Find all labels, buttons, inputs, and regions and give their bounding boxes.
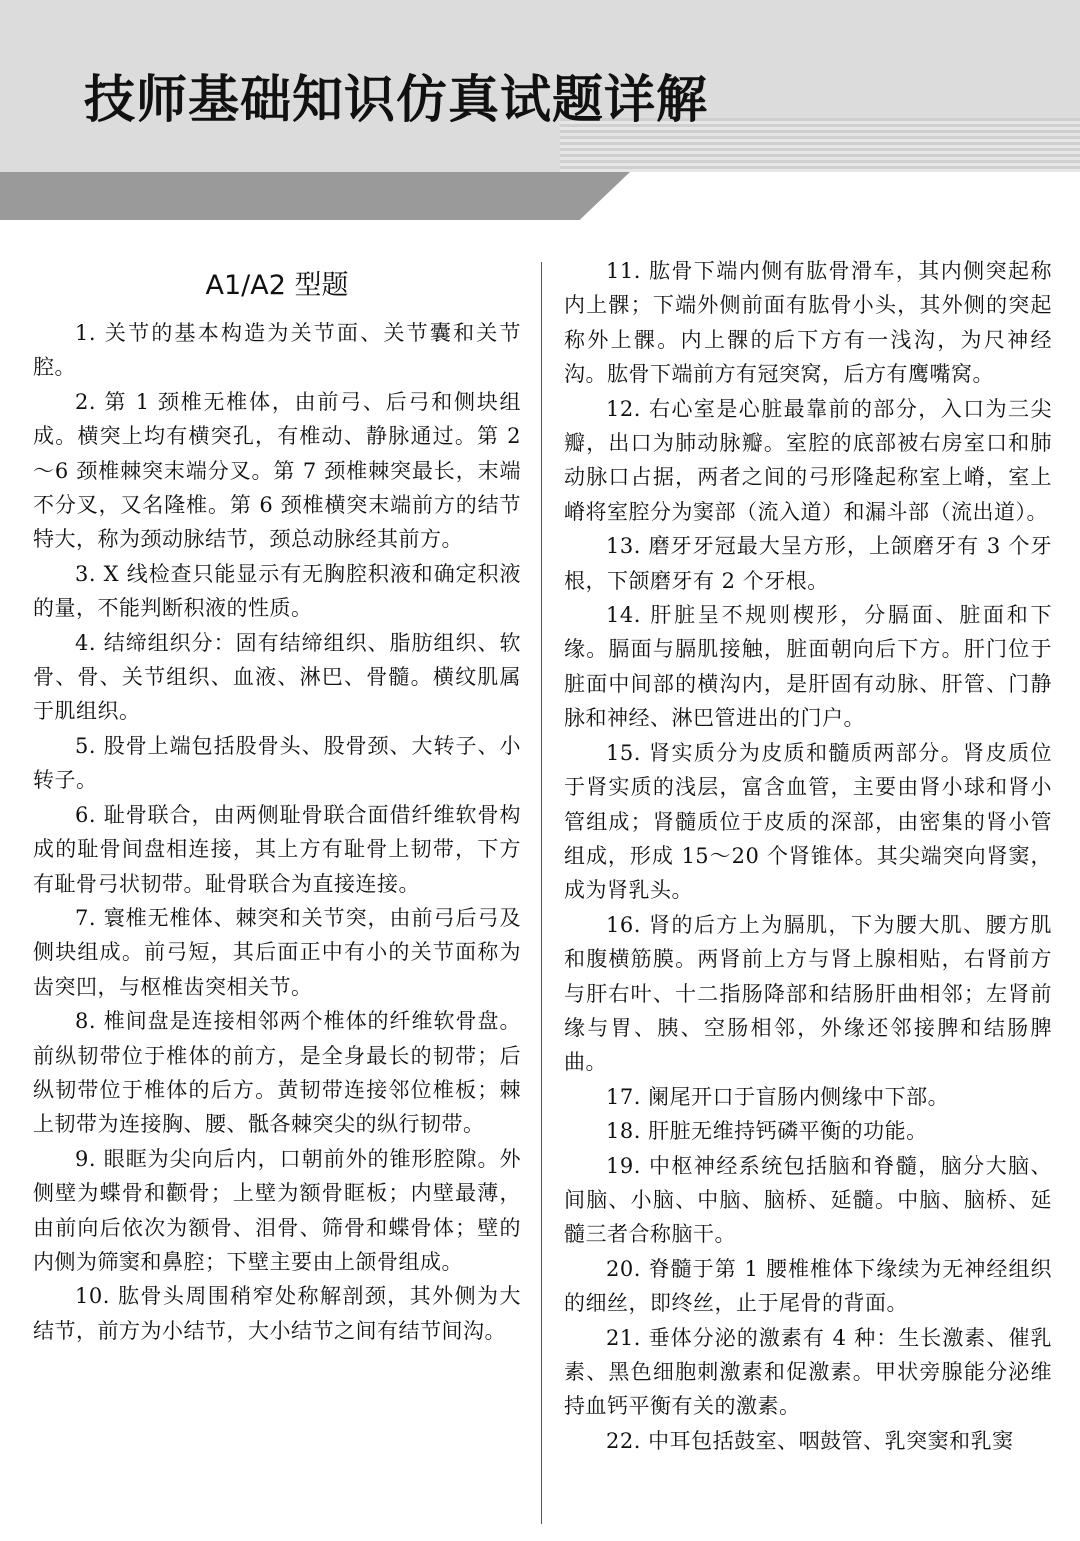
question-explanation-6: 6. 耻骨联合，由两侧耻骨联合面借纤维软骨构成的耻骨间盘相连接，其上方有耻骨上韧带，下方有耻骨弓状韧带。耻骨联合为直接连接。 xyxy=(33,802,521,896)
section-heading: A1/A2 型题 xyxy=(205,270,349,301)
question-explanation-19: 19. 中枢神经系统包括脑和脊髓，脑分大脑、间脑、小脑、中脑、脑桥、延髓。中脑、脑桥、延髓三者合称脑干。 xyxy=(564,1153,1052,1247)
question-explanation-16: 16. 肾的后方上为膈肌，下为腰大肌、腰方肌和腹横筋膜。两肾前上方与肾上腺相贴，右肾前方与肝右叶、十二指肠降部和结肠肝曲相邻；左肾前缘与胃、胰、空肠相邻，外缘还邻接脾和结肠脾曲。 xyxy=(564,912,1052,1075)
question-explanation-18: 18. 肝脏无维持钙磷平衡的功能。 xyxy=(606,1119,928,1144)
question-explanation-3: 3. X 线检查只能显示有无胸腔积液和确定积液的量，不能判断积液的性质。 xyxy=(33,561,521,621)
left-column xyxy=(33,248,521,1348)
question-explanation-17: 17. 阑尾开口于盲肠内侧缘中下部。 xyxy=(606,1084,950,1109)
question-explanation-20: 20. 脊髓于第 1 腰椎椎体下缘续为无神经组织的细丝，即终丝，止于尾骨的背面。 xyxy=(564,1256,1052,1316)
page-header xyxy=(0,0,1080,222)
question-explanation-13: 13. 磨牙牙冠最大呈方形，上颌磨牙有 3 个牙根，下颌磨牙有 2 个牙根。 xyxy=(564,534,1052,593)
question-explanation-4: 4. 结缔组织分：固有结缔组织、脂肪组织、软骨、骨、关节组织、血液、淋巴、骨髓。横纹肌属于肌组织。 xyxy=(33,630,521,724)
question-explanation-10: 10. 肱骨头周围稍窄处称解剖颈，其外侧为大结节，前方为小结节，大小结节之间有结节间沟。 xyxy=(33,1284,521,1343)
question-explanation-22: 22. 中耳包括鼓室、咽鼓管、乳突窦和乳窦 xyxy=(606,1428,1014,1453)
question-explanation-15: 15. 肾实质分为皮质和髓质两部分。肾皮质位于肾实质的浅层，富含血管，主要由肾小球和肾小管组成；肾髓质位于皮质的深部，由密集的肾小管组成，形成 15～20 个肾锥体。其尖端突向肾窦，成为肾乳头。 xyxy=(564,740,1052,903)
header-band-decoration xyxy=(0,172,630,220)
page-title: 技师基础知识仿真试题详解 xyxy=(84,71,709,130)
question-explanation-14: 14. 肝脏呈不规则楔形，分膈面、脏面和下缘。膈面与膈肌接触，脏面朝向后下方。肝门位于脏面中间部的横沟内，是肝固有动脉、肝管、门静脉和神经、淋巴管进出的门户。 xyxy=(564,603,1052,731)
question-explanation-12: 12. 右心室是心脏最靠前的部分，入口为三尖瓣，出口为肺动脉瓣。室腔的底部被右房室口和肺动脉口占据，两者之间的弓形隆起称室上嵴，室上嵴将室腔分为窦部（流入道）和漏斗部（流出道）。 xyxy=(564,396,1052,524)
question-explanation-2: 2. 第 1 颈椎无椎体，由前弓、后弓和侧块组成。横突上均有横突孔，有椎动、静脉通过。第 2～6 颈椎棘突末端分叉。第 7 颈椎棘突最长，末端不分叉，又名隆椎。第 6 颈椎横突末端前方的结节特大，称为颈动脉结节，颈总动脉经其前方。 xyxy=(33,389,521,552)
question-explanation-9: 9. 眼眶为尖向后内，口朝前外的锥形腔隙。外侧壁为蝶骨和颧骨；上壁为额骨眶板；内壁最薄，由前向后依次为额骨、泪骨、筛骨和蝶骨体；壁的内侧为筛窦和鼻腔；下壁主要由上颌骨组成。 xyxy=(33,1146,521,1274)
right-column xyxy=(564,254,1052,1458)
question-explanation-7: 7. 寰椎无椎体、棘突和关节突，由前弓后弓及侧块组成。前弓短，其后面正中有小的关节面称为齿突凹，与枢椎齿突相关节。 xyxy=(33,905,521,999)
question-explanation-1: 1. 关节的基本构造为关节面、关节囊和关节腔。 xyxy=(33,321,521,380)
column-divider xyxy=(541,262,542,1524)
question-explanation-8: 8. 椎间盘是连接相邻两个椎体的纤维软骨盘。前纵韧带位于椎体的前方，是全身最长的韧带；后纵韧带位于椎体的后方。黄韧带连接邻位椎板；棘上韧带为连接胸、腰、骶各棘突尖的纵行韧带。 xyxy=(33,1009,521,1137)
question-explanation-5: 5. 股骨上端包括股骨头、股骨颈、大转子、小转子。 xyxy=(33,733,521,793)
question-explanation-21: 21. 垂体分泌的激素有 4 种：生长激素、催乳素、黑色细胞刺激素和促激素。甲状旁腺能分泌维持血钙平衡有关的激素。 xyxy=(564,1325,1052,1419)
question-explanation-11: 11. 肱骨下端内侧有肱骨滑车，其内侧突起称内上髁；下端外侧前面有肱骨小头，其外侧的突起称外上髁。内上髁的后下方有一浅沟，为尺神经沟。肱骨下端前方有冠突窝，后方有鹰嘴窝。 xyxy=(564,259,1052,387)
